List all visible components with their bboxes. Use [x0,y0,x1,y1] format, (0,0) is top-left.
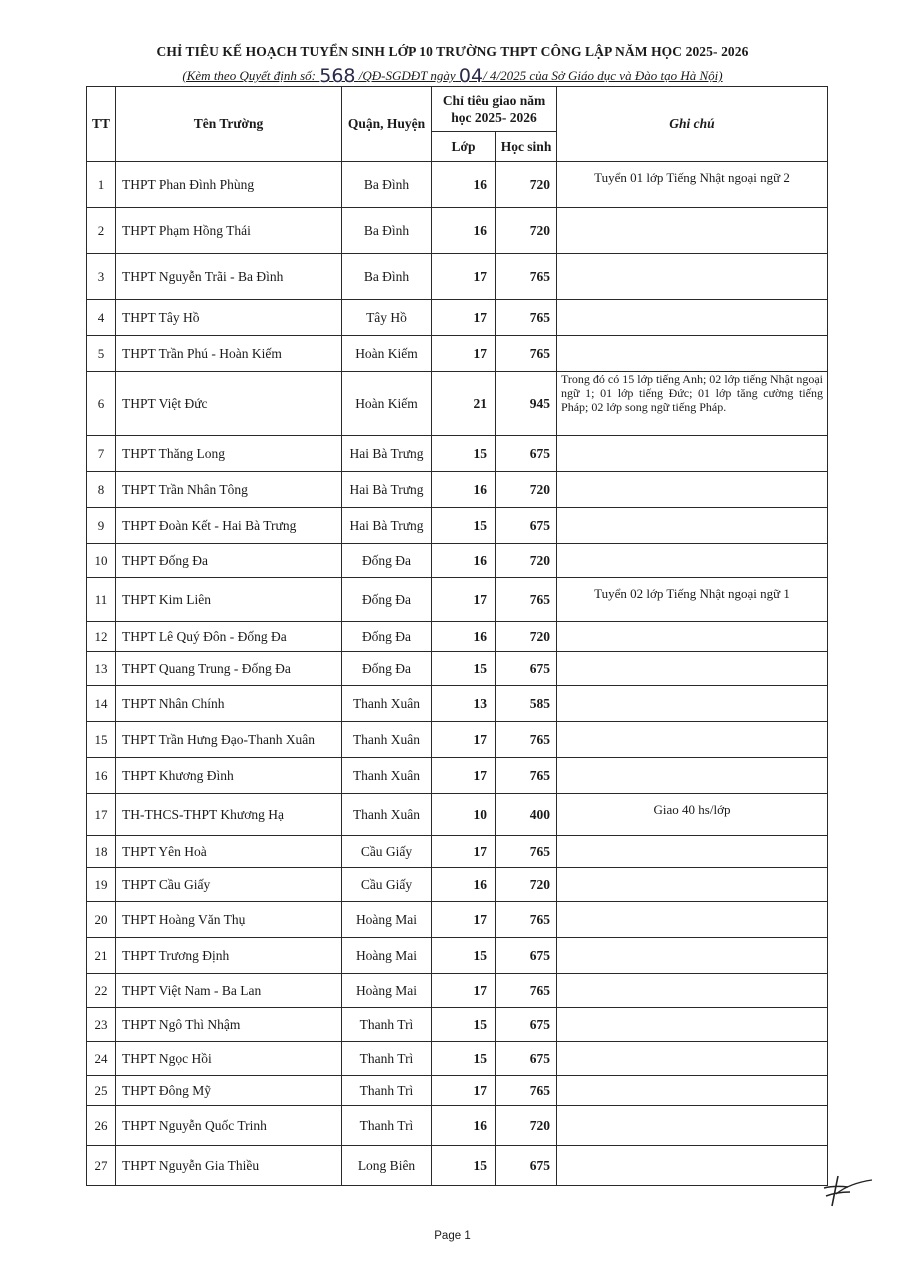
document-subtitle [0,63,905,85]
row-note [557,1042,828,1076]
document-title: CHỈ TIÊU KẾ HOẠCH TUYỂN SINH LỚP 10 TRƯỜNG THPT CÔNG LẬP NĂM HỌC 2025- 2026 [156,44,749,59]
school-name: THPT Phan Đình Phùng [116,162,342,208]
school-name: THPT Nhân Chính [116,686,342,722]
school-name: THPT Lê Quý Đôn - Đống Đa [116,622,342,652]
class-quota: 17 [432,300,496,336]
subtitle-suffix: / 4/2025 của Sở Giáo dục và Đào tạo Hà Nội) [483,68,723,83]
row-note [557,974,828,1008]
row-number: 6 [87,372,116,436]
class-quota: 17 [432,254,496,300]
class-quota: 17 [432,1076,496,1106]
row-note [557,868,828,902]
row-note [557,436,828,472]
row-note [557,652,828,686]
student-quota: 720 [496,868,557,902]
school-name: THPT Việt Đức [116,372,342,436]
student-quota: 675 [496,1146,557,1186]
class-quota: 15 [432,1146,496,1186]
class-quota: 17 [432,836,496,868]
row-number: 22 [87,974,116,1008]
student-quota: 765 [496,758,557,794]
school-name: THPT Cầu Giấy [116,868,342,902]
row-number: 15 [87,722,116,758]
class-quota: 10 [432,794,496,836]
row-number: 4 [87,300,116,336]
student-quota: 585 [496,686,557,722]
row-number: 21 [87,938,116,974]
table-row [87,1008,828,1042]
school-name: TH-THCS-THPT Khương Hạ [116,794,342,836]
row-note [557,208,828,254]
row-number: 18 [87,836,116,868]
row-number: 25 [87,1076,116,1106]
student-quota: 720 [496,622,557,652]
district-name: Ba Đình [342,254,432,300]
district-name: Hai Bà Trưng [342,472,432,508]
district-name: Hoàn Kiếm [342,336,432,372]
row-number: 26 [87,1106,116,1146]
row-number: 23 [87,1008,116,1042]
row-note [557,472,828,508]
row-note [557,1106,828,1146]
class-quota: 17 [432,336,496,372]
student-quota: 765 [496,902,557,938]
class-quota: 13 [432,686,496,722]
table-row [87,1146,828,1186]
table-row [87,902,828,938]
district-name: Tây Hồ [342,300,432,336]
row-note: Giao 40 hs/lớp [557,794,828,836]
student-quota: 765 [496,336,557,372]
row-note [557,722,828,758]
table-row [87,974,828,1008]
student-quota: 765 [496,722,557,758]
signature-mark [818,1172,874,1210]
school-name: THPT Hoàng Văn Thụ [116,902,342,938]
district-name: Ba Đình [342,162,432,208]
student-quota: 400 [496,794,557,836]
header-students: Học sinh [496,132,557,162]
row-number: 13 [87,652,116,686]
table-row [87,162,828,208]
student-quota: 765 [496,254,557,300]
student-quota: 675 [496,652,557,686]
subtitle-mid: /QĐ-SGDĐT ngày [358,68,456,83]
table-row [87,254,828,300]
row-number: 9 [87,508,116,544]
class-quota: 15 [432,1042,496,1076]
district-name: Thanh Xuân [342,794,432,836]
student-quota: 720 [496,544,557,578]
class-quota: 17 [432,578,496,622]
row-note [557,622,828,652]
district-name: Thanh Xuân [342,686,432,722]
header-district: Quận, Huyện [342,87,432,162]
table-row [87,686,828,722]
student-quota: 765 [496,578,557,622]
row-number: 5 [87,336,116,372]
school-name: THPT Ngọc Hồi [116,1042,342,1076]
row-note [557,902,828,938]
table-row [87,938,828,974]
row-number: 8 [87,472,116,508]
table-row [87,758,828,794]
row-note [557,1076,828,1106]
row-note [557,508,828,544]
school-name: THPT Trần Phú - Hoàn Kiếm [116,336,342,372]
table-row [87,652,828,686]
header-note: Ghi chú [557,87,828,162]
district-name: Cầu Giấy [342,868,432,902]
school-name: THPT Trương Định [116,938,342,974]
row-number: 20 [87,902,116,938]
table-row [87,722,828,758]
class-quota: 16 [432,1106,496,1146]
school-name: THPT Thăng Long [116,436,342,472]
school-name: THPT Trần Hưng Đạo-Thanh Xuân [116,722,342,758]
district-name: Thanh Trì [342,1076,432,1106]
row-number: 19 [87,868,116,902]
row-note [557,300,828,336]
page-number: Page 1 [434,1230,471,1242]
table-row [87,868,828,902]
class-quota: 16 [432,544,496,578]
student-quota: 720 [496,162,557,208]
row-number: 11 [87,578,116,622]
row-note [557,686,828,722]
row-number: 2 [87,208,116,254]
row-note [557,1146,828,1186]
school-name: THPT Phạm Hồng Thái [116,208,342,254]
header-school-name: Tên Trường [116,87,342,162]
school-name: THPT Nguyễn Quốc Trinh [116,1106,342,1146]
row-note [557,938,828,974]
school-name: THPT Tây Hồ [116,300,342,336]
table-row [87,1106,828,1146]
student-quota: 675 [496,1042,557,1076]
row-number: 27 [87,1146,116,1186]
student-quota: 945 [496,372,557,436]
class-quota: 16 [432,622,496,652]
row-note: Trong đó có 15 lớp tiếng Anh; 02 lớp tiếng Nhật ngoại ngữ 1; 01 lớp tiếng Đức; 01 lớp tăng cường tiếng Pháp; 02 lớp song ngữ tiếng Pháp. [557,372,828,436]
student-quota: 765 [496,974,557,1008]
class-quota: 15 [432,508,496,544]
row-note [557,758,828,794]
school-name: THPT Nguyễn Gia Thiều [116,1146,342,1186]
student-quota: 720 [496,1106,557,1146]
table-row [87,794,828,836]
table-row [87,336,828,372]
district-name: Long Biên [342,1146,432,1186]
district-name: Thanh Xuân [342,758,432,794]
student-quota: 675 [496,508,557,544]
school-name: THPT Đống Đa [116,544,342,578]
district-name: Hoàn Kiếm [342,372,432,436]
district-name: Thanh Trì [342,1008,432,1042]
class-quota: 21 [432,372,496,436]
table-row [87,472,828,508]
table-row [87,372,828,436]
table-row [87,1042,828,1076]
school-name: THPT Đoàn Kết - Hai Bà Trưng [116,508,342,544]
district-name: Thanh Trì [342,1106,432,1146]
student-quota: 765 [496,1076,557,1106]
table-row [87,1076,828,1106]
class-quota: 15 [432,1008,496,1042]
row-number: 1 [87,162,116,208]
school-name: THPT Nguyễn Trãi - Ba Đình [116,254,342,300]
decision-day: 04 [458,65,484,87]
district-name: Đống Đa [342,578,432,622]
student-quota: 720 [496,208,557,254]
district-name: Đống Đa [342,544,432,578]
table-row [87,436,828,472]
class-quota: 15 [432,436,496,472]
enrollment-table [86,86,828,1186]
row-number: 16 [87,758,116,794]
class-quota: 17 [432,758,496,794]
student-quota: 675 [496,1008,557,1042]
district-name: Thanh Xuân [342,722,432,758]
class-quota: 15 [432,652,496,686]
district-name: Hoàng Mai [342,974,432,1008]
class-quota: 15 [432,938,496,974]
class-quota: 16 [432,208,496,254]
student-quota: 675 [496,938,557,974]
student-quota: 720 [496,472,557,508]
table-row [87,208,828,254]
row-number: 7 [87,436,116,472]
row-note [557,254,828,300]
header-tt: TT [87,87,116,162]
table-row [87,508,828,544]
student-quota: 675 [496,436,557,472]
subtitle-prefix: (Kèm theo Quyết định số: [182,68,316,83]
district-name: Hoàng Mai [342,938,432,974]
table-row [87,836,828,868]
school-name: THPT Ngô Thì Nhậm [116,1008,342,1042]
school-name: THPT Yên Hoà [116,836,342,868]
school-name: THPT Đông Mỹ [116,1076,342,1106]
row-note [557,1008,828,1042]
decision-number: 568 [319,65,356,87]
district-name: Ba Đình [342,208,432,254]
student-quota: 765 [496,300,557,336]
school-name: THPT Khương Đình [116,758,342,794]
class-quota: 17 [432,974,496,1008]
district-name: Cầu Giấy [342,836,432,868]
district-name: Hoàng Mai [342,902,432,938]
class-quota: 16 [432,868,496,902]
table-row [87,578,828,622]
header-quota: Chỉ tiêu giao năm học 2025- 2026 [432,87,557,132]
row-note: Tuyển 02 lớp Tiếng Nhật ngoại ngữ 1 [557,578,828,622]
row-note: Tuyển 01 lớp Tiếng Nhật ngoại ngữ 2 [557,162,828,208]
class-quota: 16 [432,472,496,508]
district-name: Đống Đa [342,622,432,652]
row-note [557,836,828,868]
district-name: Thanh Trì [342,1042,432,1076]
row-number: 3 [87,254,116,300]
row-note [557,336,828,372]
table-row [87,622,828,652]
school-name: THPT Kim Liên [116,578,342,622]
row-number: 12 [87,622,116,652]
school-name: THPT Quang Trung - Đống Đa [116,652,342,686]
row-number: 17 [87,794,116,836]
row-note [557,544,828,578]
header-classes: Lớp [432,132,496,162]
class-quota: 17 [432,902,496,938]
class-quota: 16 [432,162,496,208]
district-name: Hai Bà Trưng [342,436,432,472]
table-row [87,300,828,336]
class-quota: 17 [432,722,496,758]
row-number: 10 [87,544,116,578]
district-name: Đống Đa [342,652,432,686]
district-name: Hai Bà Trưng [342,508,432,544]
school-name: THPT Trần Nhân Tông [116,472,342,508]
row-number: 24 [87,1042,116,1076]
school-name: THPT Việt Nam - Ba Lan [116,974,342,1008]
table-row [87,544,828,578]
student-quota: 765 [496,836,557,868]
row-number: 14 [87,686,116,722]
